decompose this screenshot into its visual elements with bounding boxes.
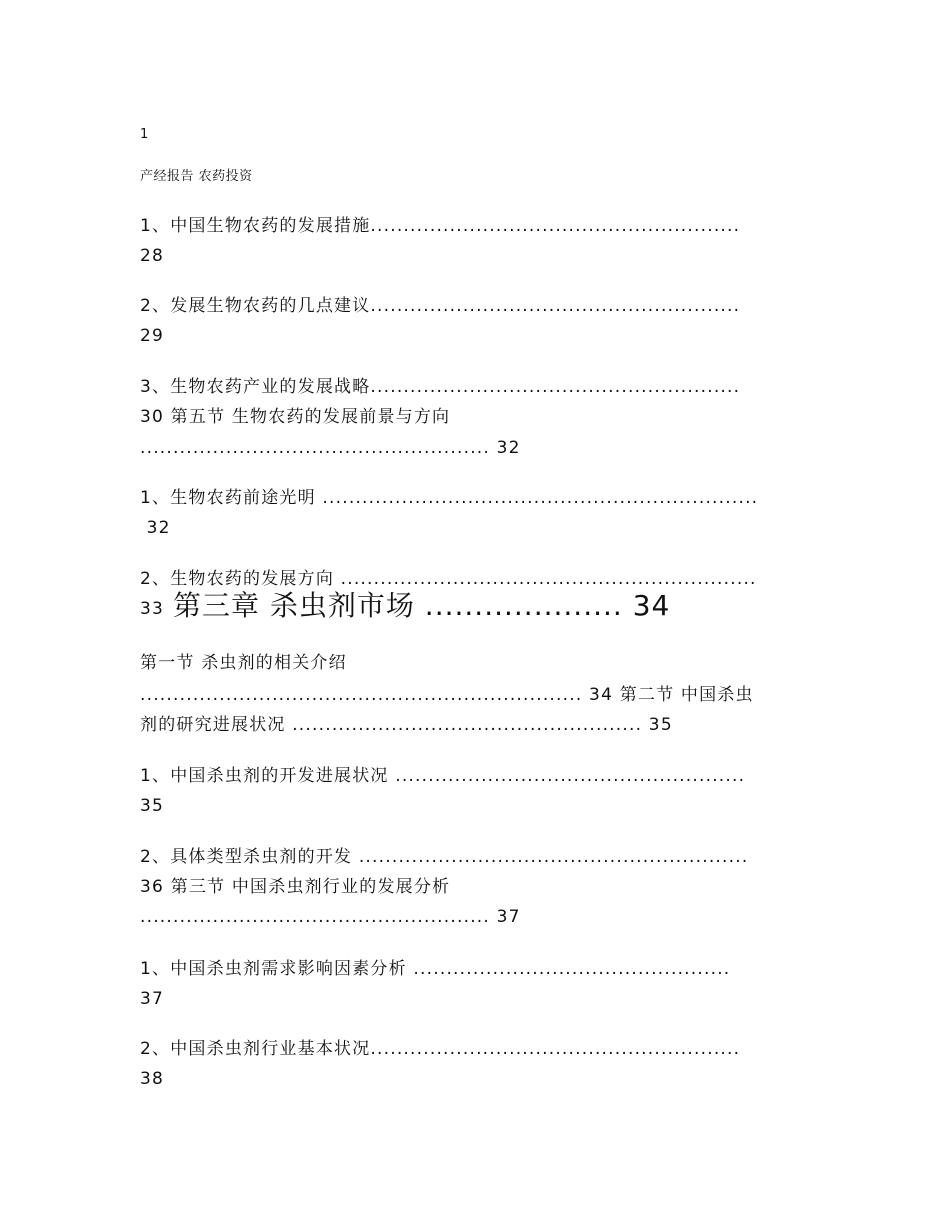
toc-entry-page: 38 bbox=[140, 1069, 165, 1089]
toc-entry-text: 2、生物农药的发展方向 ............................................................... bbox=[140, 569, 757, 589]
toc-entry-page: 29 bbox=[140, 326, 165, 346]
toc-entry-text: 3、生物农药产业的发展战略........................................................ bbox=[140, 377, 741, 397]
chapter-heading: 第三章 杀虫剂市场 .................... 34 bbox=[173, 589, 671, 622]
toc-entry-page: 35 bbox=[140, 796, 165, 816]
toc-entry-page: 32 bbox=[140, 518, 171, 538]
toc-entry-page: ..................................................... 32 bbox=[140, 438, 521, 458]
toc-entry-text: 1、生物农药前途光明 .................................................................. bbox=[140, 488, 759, 508]
toc-entry-text: 1、中国生物农药的发展措施........................................................ bbox=[140, 216, 741, 236]
toc-entry-page: 28 bbox=[140, 246, 165, 266]
page-number: 1 bbox=[140, 127, 149, 142]
document-category: 产经报告 农药投资 bbox=[140, 169, 253, 184]
toc-entry-page: 37 bbox=[140, 989, 165, 1009]
toc-entry-text: 2、具体类型杀虫剂的开发 ........................................................... bbox=[140, 847, 749, 867]
toc-entry-text: 2、中国杀虫剂行业基本状况........................................................ bbox=[140, 1039, 741, 1059]
toc-entry-page: 33 bbox=[140, 599, 165, 619]
toc-entry-page: ..................................................... 37 bbox=[140, 907, 521, 927]
toc-entry-section: 36 第三节 中国杀虫剂行业的发展分析 bbox=[140, 877, 451, 897]
toc-entry-text: 1、中国杀虫剂的开发进展状况 ..................................................... bbox=[140, 766, 746, 786]
toc-entry-section: ................................................................... 34 第二节 中国杀虫 bbox=[140, 685, 754, 705]
toc-entry-section: 剂的研究进展状况 ..................................................... 35 bbox=[140, 715, 673, 735]
toc-entry-section: 第一节 杀虫剂的相关介绍 bbox=[140, 653, 347, 673]
toc-entry-section: 30 第五节 生物农药的发展前景与方向 bbox=[140, 407, 451, 427]
toc-entry-text: 1、中国杀虫剂需求影响因素分析 ................................................ bbox=[140, 959, 731, 979]
toc-entry-text: 2、发展生物农药的几点建议........................................................ bbox=[140, 296, 741, 316]
